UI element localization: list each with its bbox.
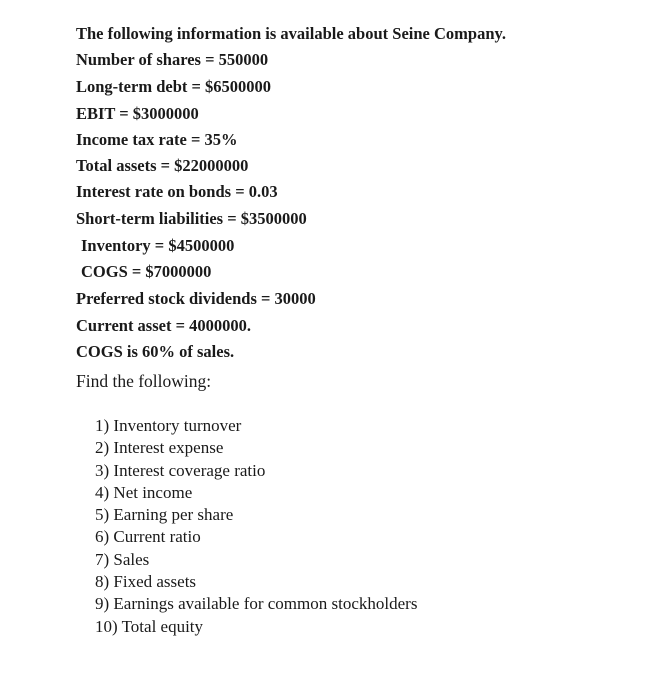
question-item: 2) Interest expense <box>95 438 224 458</box>
prompt-text: Find the following: <box>76 371 212 391</box>
fact-inventory: Inventory = $4500000 <box>81 236 235 255</box>
question-item: 10) Total equity <box>95 616 204 636</box>
fact-ebit: EBIT = $3000000 <box>76 104 199 123</box>
fact-cogs-percent-of-sales: COGS is 60% of sales. <box>76 342 235 361</box>
fact-current-asset: Current asset = 4000000. <box>76 316 251 335</box>
fact-income-tax-rate: Income tax rate = 35% <box>76 130 238 149</box>
question-list <box>95 415 417 638</box>
question-item: 7) Sales <box>95 549 150 569</box>
question-item: 1) Inventory turnover <box>95 416 242 435</box>
fact-number-of-shares: Number of shares = 550000 <box>76 50 269 69</box>
question-item: 3) Interest coverage ratio <box>95 460 266 480</box>
document-title: The following information is available about Seine Company. <box>76 24 506 43</box>
fact-interest-rate-on-bonds: Interest rate on bonds = 0.03 <box>76 182 278 201</box>
question-item: 4) Net income <box>95 482 193 502</box>
question-item: 5) Earning per share <box>95 505 234 525</box>
fact-short-term-liabilities: Short-term liabilities = $3500000 <box>76 209 307 228</box>
fact-long-term-debt: Long-term debt = $6500000 <box>76 77 272 96</box>
question-item: 8) Fixed assets <box>95 572 197 592</box>
question-item: 6) Current ratio <box>95 527 201 547</box>
fact-cogs: COGS = $7000000 <box>81 262 212 281</box>
fact-preferred-stock-dividends: Preferred stock dividends = 30000 <box>76 289 316 308</box>
question-item: 9) Earnings available for common stockholders <box>95 594 418 614</box>
fact-total-assets: Total assets = $22000000 <box>76 156 249 175</box>
